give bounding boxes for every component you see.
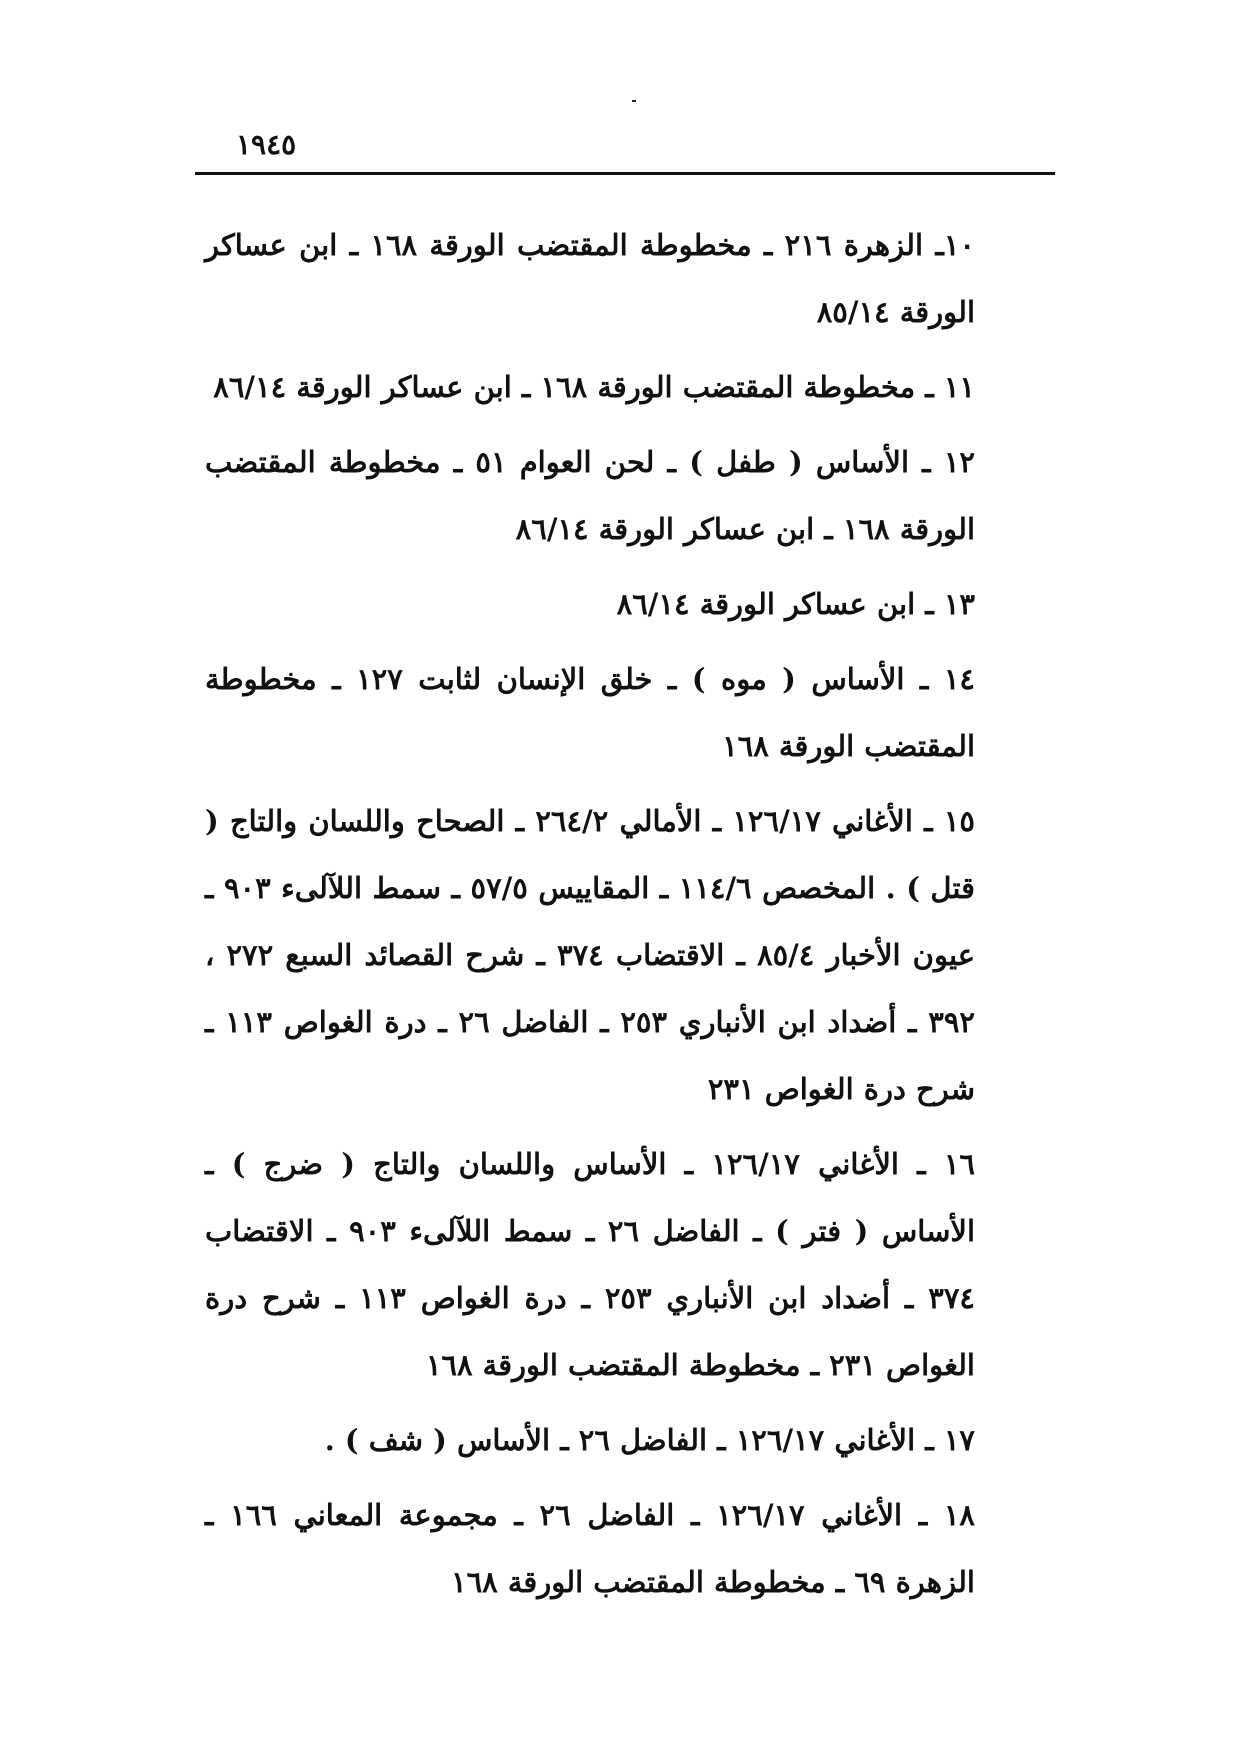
footnote-16: ١٦ ـ الأغاني ١٢٦/١٧ ـ الأساس واللسان والتاج ( ضرج ) ـ الأساس ( فتر ) ـ الفاضل ٢٦ ـ سمط اللآلىء ٩٠٣ ـ الاقتضاب ٣٧٤ ـ أضداد ابن الأنباري ٢٥٣ ـ درة الغواص ١١٣ ـ شرح درة الغواص ٢٣١ ـ مخطوطة المقتضب الورقة ١٦٨ xyxy=(205,1147,976,1382)
footnote-13: ١٣ ـ ابن عساكر الورقة ٨٦/١٤ xyxy=(616,587,975,621)
footnote-18: ١٨ ـ الأغاني ١٢٦/١٧ ـ الفاضل ٢٦ ـ مجموعة المعاني ١٦٦ ـ الزهرة ٦٩ ـ مخطوطة المقتضب الورقة ١٦٨ xyxy=(205,1498,976,1599)
footnote-12: ١٢ ـ الأساس ( طفل ) ـ لحن العوام ٥١ ـ مخطوطة المقتضب الورقة ١٦٨ ـ ابن عساكر الورقة ٨٦/١٤ xyxy=(205,445,975,546)
footnote-17: ١٧ ـ الأغاني ١٢٦/١٧ ـ الفاضل ٢٦ ـ الأساس ( شف ) . xyxy=(324,1423,975,1457)
footnote-10: ١٠ـ الزهرة ٢١٦ ـ مخطوطة المقتضب الورقة ١٦٨ ـ ابن عساكر الورقة ٨٥/١٤ xyxy=(205,228,976,329)
footnotes-list xyxy=(205,212,1045,1624)
footnote-11: ١١ ـ مخطوطة المقتضب الورقة ١٦٨ ـ ابن عساكر الورقة ٨٦/١٤ xyxy=(213,370,975,404)
page-number: ١٩٤٥ xyxy=(236,128,297,161)
header-rule xyxy=(195,172,1055,175)
footnote-14: ١٤ ـ الأساس ( موه ) ـ خلق الإنسان لثابت ١٢٧ ـ مخطوطة المقتضب الورقة ١٦٨ xyxy=(205,662,976,763)
footnote-15: ١٥ ـ الأغاني ١٢٦/١٧ ـ الأمالي ٢٦٤/٢ ـ الصحاح واللسان والتاج ( قتل ) . المخصص ١١٤/٦ ـ المقاييس ٥٧/٥ ـ سمط اللآلىء ٩٠٣ ـ عيون الأخبار ٨٥/٤ ـ الاقتضاب ٣٧٤ ـ شرح القصائد السبع ٢٧٢ ، ٣٩٢ ـ أضداد ابن الأنباري ٢٥٣ ـ الفاضل ٢٦ ـ درة الغواص ١١٣ ـ شرح درة الغواص ٢٣١ xyxy=(205,804,976,1106)
scan-speck xyxy=(632,100,636,102)
